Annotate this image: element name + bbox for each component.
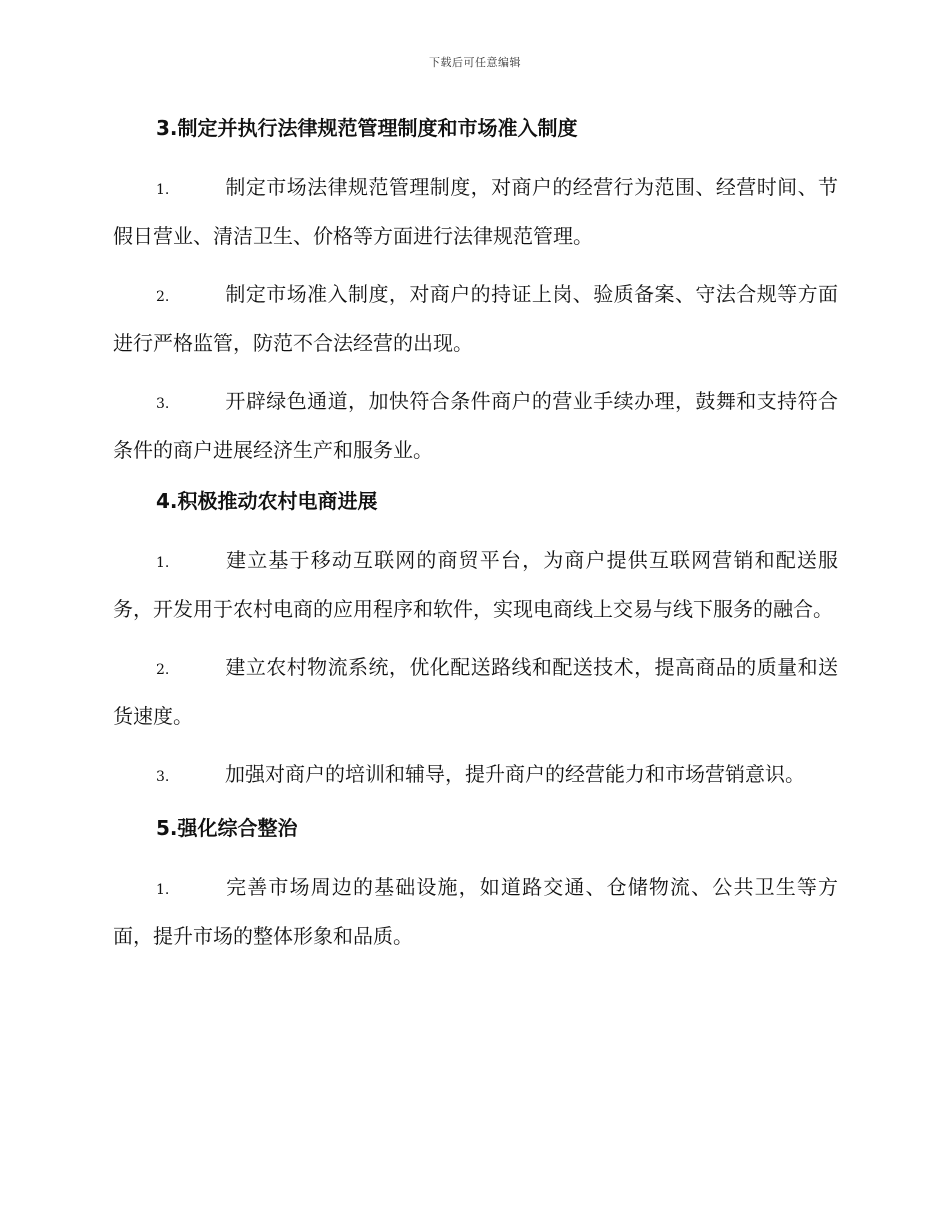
- item-text: 完善市场周边的基础设施，如道路交通、仓储物流、公共卫生等方面，提升市场的整体形象和品质。: [113, 875, 838, 948]
- item-number: 2.: [156, 289, 170, 305]
- item-number: 3.: [156, 769, 170, 785]
- item-text: 建立农村物流系统，优化配送路线和配送技术，提高商品的质量和送货速度。: [113, 655, 838, 728]
- section-heading: 3.制定并执行法律规范管理制度和市场准入制度: [156, 116, 578, 140]
- item-text: 制定市场准入制度，对商户的持证上岗、验质备案、守法合规等方面进行严格监管，防范不合法经营的出现。: [113, 282, 838, 355]
- page-header-note: 下载后可任意编辑: [429, 56, 521, 69]
- section-heading: 5.强化综合整治: [156, 816, 298, 840]
- list-item: [113, 164, 838, 259]
- item-number: 3.: [156, 396, 170, 412]
- item-number: 1.: [156, 182, 170, 198]
- item-number: 2.: [156, 662, 170, 678]
- section-rural-ecommerce: [113, 485, 838, 800]
- section-heading: 4.积极推动农村电商进展: [156, 489, 378, 513]
- item-text: 开辟绿色通道，加快符合条件商户的营业手续办理，鼓舞和支持符合条件的商户进展经济生产和服务业。: [113, 389, 838, 462]
- item-text: 建立基于移动互联网的商贸平台，为商户提供互联网营销和配送服务，开发用于农村电商的应用程序和软件，实现电商线上交易与线下服务的融合。: [113, 548, 838, 621]
- document-body: [113, 112, 838, 971]
- item-number: 1.: [156, 882, 170, 898]
- list-item: [113, 378, 838, 473]
- item-number: 1.: [156, 555, 170, 571]
- section-market-rules: [113, 112, 838, 473]
- list-item: [113, 644, 838, 739]
- item-text: 制定市场法律规范管理制度，对商户的经营行为范围、经营时间、节假日营业、清洁卫生、价格等方面进行法律规范管理。: [113, 175, 838, 248]
- list-item: [113, 537, 838, 632]
- list-item: [113, 271, 838, 366]
- list-item: [113, 864, 838, 959]
- item-text: 加强对商户的培训和辅导，提升商户的经营能力和市场营销意识。: [225, 762, 805, 786]
- section-comprehensive-rectification: [113, 812, 838, 959]
- list-item: [113, 751, 838, 800]
